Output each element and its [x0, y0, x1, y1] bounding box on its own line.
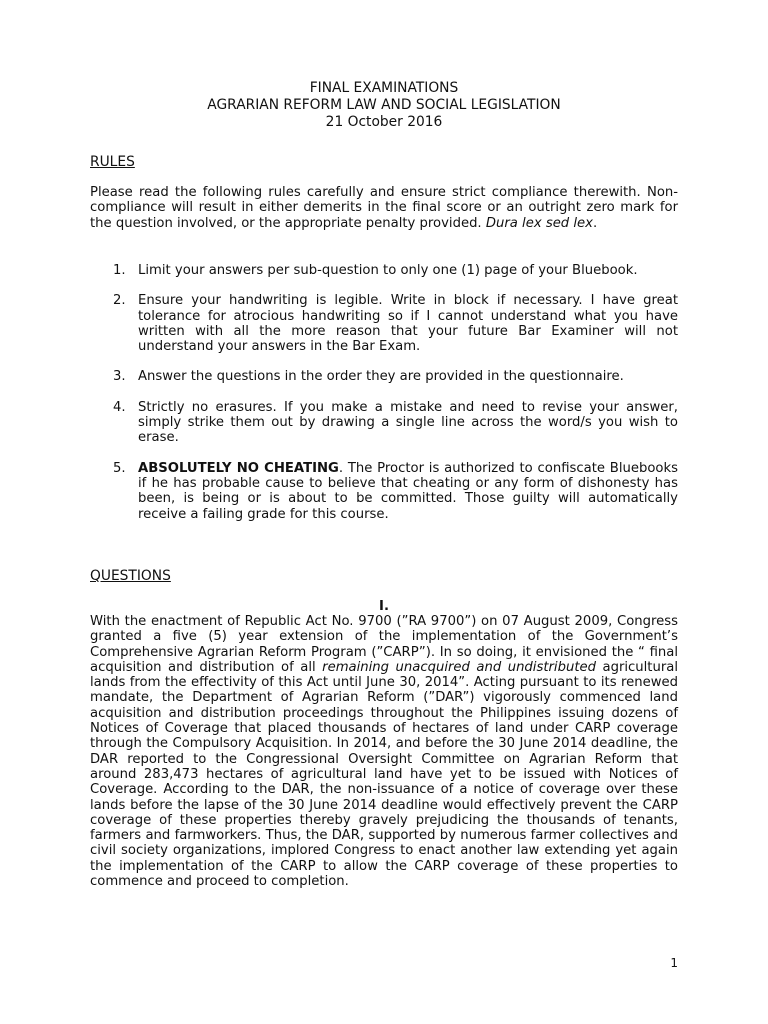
rules-intro: Please read the following rules carefully and ensure strict compliance therewith. Non-compliance will result in either demerits in the final score or an outright zero mark for the question involved, or the appropriate penalty provided. Dura lex sed lex.: [90, 185, 678, 231]
list-item: 3. Answer the questions in the order they are provided in the questionnaire.: [113, 369, 624, 385]
rules-heading: RULES: [90, 154, 135, 170]
questions-heading: QUESTIONS: [90, 568, 171, 584]
list-item: 4. Strictly no erasures. If you make a mistake and need to revise your answer, simply strike them out by drawing a single line across the word/s you wish to erase.: [113, 399, 678, 446]
list-item: 5. ABSOLUTELY NO CHEATING. The Proctor is authorized to confiscate Bluebooks if he has probable cause to believe that cheating or any form of dishonesty has been, is being or is about to be committed. Those guilty will automatically receive a failing grade for this course.: [113, 460, 678, 522]
latin-maxim: Dura lex sed lex: [485, 215, 593, 231]
document-title: [90, 80, 678, 131]
list-item: 2. Ensure your handwriting is legible. Write in block if necessary. I have great tolerance for atrocious handwriting so if I cannot understand what you have written with all the more reason that your future Bar Examiner will not understand your answers in the Bar Exam.: [113, 293, 678, 355]
section-number: I.: [379, 599, 389, 614]
question-paragraph: With the enactment of Republic Act No. 9700 (”RA 9700”) on 07 August 2009, Congress granted a five (5) year extension of the implementation of the Government’s Comprehensive Agrarian Reform Program (”CARP”). In so doing, it envisioned the “ final acquisition and distribution of all remaining unacquired and undistributed agricultural lands from the effectivity of this Act until June 30, 2014”. Acting pursuant to its renewed mandate, the Department of Agrarian Reform (”DAR”) vigorously commenced land acquisition and distribution proceedings throughout the Philippines issuing dozens of Notices of Coverage that placed thousands of hectares of land under CARP coverage through the Compulsory Acquisition. In 2014, and before the 30 June 2014 deadline, the DAR reported to the Congressional Oversight Committee on Agrarian Reform that around 283,473 hectares of agricultural land have yet to be issued with Notices of Coverage. According to the DAR, the non-issuance of a notice of coverage over these lands before the lapse of the 30 June 2014 deadline would effectively prevent the CARP coverage of these properties thereby gravely prejudicing the thousands of tenants, farmers and farmworkers. Thus, the DAR, supported by numerous farmer collectives and civil society organizations, implored Congress to enact another law extending yet again the implementation of the CARP to allow the CARP coverage of these properties to commence and proceed to completion.: [90, 614, 679, 890]
no-cheating-emphasis: ABSOLUTELY NO CHEATING: [138, 460, 339, 476]
exam-type: FINAL EXAMINATIONS: [309, 80, 459, 96]
page-number: 1: [670, 956, 678, 970]
emphasis-text: remaining unacquired and undistributed: [322, 659, 596, 675]
list-item: 1. Limit your answers per sub-question to only one (1) page of your Bluebook.: [113, 263, 638, 278]
course-title: AGRARIAN REFORM LAW AND SOCIAL LEGISLATION: [207, 97, 561, 113]
exam-date: 21 October 2016: [325, 114, 443, 130]
rules-list: [90, 263, 678, 522]
